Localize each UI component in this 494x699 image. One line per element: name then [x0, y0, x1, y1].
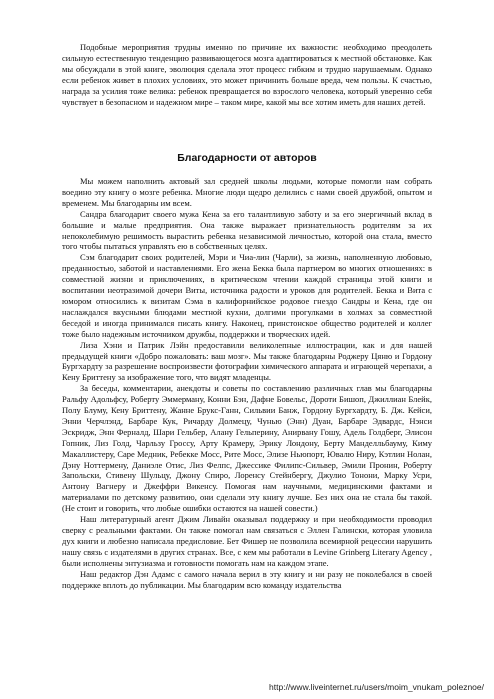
acknowledgements-section	[62, 176, 432, 590]
footer-url[interactable]: http://www.liveinternet.ru/users/moim_vnukam_poleznoe/	[269, 682, 484, 692]
paragraph: Наш редактор Дэн Адамс с самого начала верил в эту книгу и ни разу не поколебался в своей поддержке вплоть до публикации. Мы благодарим всю команду издательства	[62, 568, 432, 590]
paragraph: Сандра благодарит своего мужа Кена за его талантливую заботу и за его энергичный вклад в большие и малые предприятия. Она также выражает признательность родителям за их непоколебимую решимость вырастить ребенка независимой личностью, которой она стала, вместо того чтобы пытаться управлять ею в собственных целях.	[62, 208, 432, 252]
paragraph: Сэм благодарит своих родителей, Мэри и Чиа-лин (Чарли), за жизнь, наполненную любовью, преданностью, заботой и наставлениями. Его жена Бекка была партнером во многих отношениях: в совместной жизни и приключениях, в критическом чтении каждой страницы этой книги и воспитании неотразимой дочери Виты, источника радости и уроков для родителей. Бекка и Вита с юмором относились к визитам Сэма в калифорнийское родовое гнездо Сандры и Кена, где он наслаждался вкусными блюдами местной кухни, долгими прогулками в холмах за совместной беседой и иногда принимался писать книгу. Наконец, принстонское общество родителей и коллег тоже было надежным источником дружбы, поддержки и творческих идей.	[62, 252, 432, 339]
paragraph: За беседы, комментарии, анекдоты и советы по составлению различных глав мы благодарны Ральфу Адольфсу, Роберту Эммерману, Конни Бэн, Дафне Бовельс, Дороти Бишоп, Джиллиан Блейк, Полу Блуму, Кену Бриттену, Жанне Брукс-Ганн, Сильвии Банж, Гордону Бургхардту, Б. Дж. Кейси, Энни Черчлэнд, Барбаре Кук, Ричарду Долмецу, Чунью (Энн) Дуан, Барбаре Эдвардс, Нэнси Эскридж, Энн Ферналд, Шари Гельбер, Алану Гельперину, Анирвану Гошу, Адель Голдберг, Элисон Гопник, Лиз Голд, Чарльзу Гроссу, Арту Крамеру, Эрику Лондону, Берту Манделльбауму, Киму Макаллистеру, Саре Медник, Ребекке Мосс, Рите Мосс, Элизе Ньюпорт, Ювалю Ниру, Кэтлин Нолан, Дэну Ноттермену, Даниэле Отис, Лиз Фелпс, Джессике Филипс-Сильвер, Эмили Пронин, Роберту Запольски, Стивену Шульцу, Джону Спиро, Лоренсу Стейнбергу, Джулио Тонони, Марку Усри, Антону Вагнеру и Джеффри Викенсу. Помогая нам научными, медицинскими фактами и материалами по детскому развитию, они сделали эту книгу лучше. Без них она не стала бы такой. (Не стоит и говорить, что любые ошибки остаются на нашей совести.)	[62, 383, 432, 514]
paragraph: Лиза Хэни и Патрик Лэйн предоставили великолепные иллюстрации, как и для нашей предыдущей книги «Добро пожаловать: ваш мозг». Мы также благодарны Роджеру Цяню и Гордону Бургхардту за разрешение воспроизвести фотографии химического аппарата и играющей черепахи, а Кену Бриттену за изображение того, что видят младенцы.	[62, 339, 432, 383]
section-heading: Благодарности от авторов	[177, 152, 317, 164]
intro-section	[62, 42, 432, 107]
paragraph: Подобные мероприятия трудны именно по причине их важности: необходимо преодолеть сильную естественную тенденцию развивающегося мозга адаптироваться к местной обстановке. Как мы обсуждали в этой книге, эволюция сделала этот процесс гибким и трудно нарушаемым. Однако если ребенок живет в плохих условиях, это может причинить больше вреда, чем пользы. К счастью, награда за усилия тоже велика: ребенок превращается во взрослого человека, который уверенно себя чувствует в безопасном и надежном мире – таком мире, какой мы все хотим иметь для наших детей.	[62, 42, 432, 107]
paragraph: Мы можем наполнить актовый зал средней школы людьми, которые помогли нам собрать воедино эту книгу о мозге ребенка. Многие люди щедро делились с нами своей дружбой, опытом и временем. Мы благодарны им всем.	[62, 176, 432, 208]
paragraph: Наш литературный агент Джим Ливайн оказывал поддержку и при необходимости проводил сверку с реальными фактами. Он также помогал нам связаться с Эллен Галински, которая уловила дух книги и любезно написала предисловие. Бет Фишер не позволила всемирной рецессии нарушить нашу связь с издателями в других странах. Все, с кем мы работали в Levine Grinberg Literary Agency , были исполнены энтузиазма и готовности помогать нам на каждом этапе.	[62, 514, 432, 568]
